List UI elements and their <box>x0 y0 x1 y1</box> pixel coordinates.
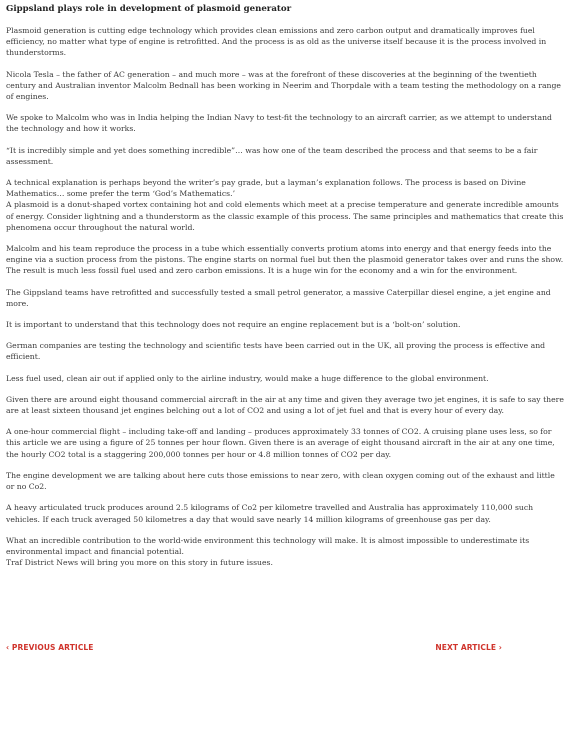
paragraph-text: Given there are around eight thousand commercial aircraft in the air at any time and given they average two jet engines, it is safe to say there are at least sixteen thousand jet engines belching out a lot of CO2 and using a lot of jet fuel and that is every hour of every day. <box>6 394 564 416</box>
article-paragraph <box>6 177 565 233</box>
article-paragraph <box>6 502 565 524</box>
article-paragraph <box>6 319 565 330</box>
article-pager <box>6 643 502 655</box>
paragraph-text: A one-hour commercial flight – including take-off and landing – produces approximately 33 tonnes of CO2. A cruising plane uses less, so for this article we are using a figure of 25 tonnes per hour flown. Given there is an average of eight thousand aircraft in the air at any one time, the hourly CO2 total is a staggering 200,000 tonnes per hour or 4.8 million tonnes of CO2 per day. <box>6 427 555 459</box>
next-article-link[interactable]: NEXT ARTICLE › <box>435 643 502 652</box>
paragraph-text: A plasmoid is a donut-shaped vortex containing hot and cold elements which meet at a precise temperature and generate incredible amounts of energy. Consider lightning and a thunderstorm as the classic example of this process. The same principles and mathematics that create this phenomena occur throughout the natural world. <box>6 200 564 232</box>
paragraph-text: “It is incredibly simple and yet does something incredible”… was how one of the team described the process and that seems to be a fair assessment. <box>6 145 538 166</box>
paragraph-text: It is important to understand that this technology does not require an engine replacement but is a ‘bolt-on’ solution. <box>6 320 461 330</box>
article-paragraph <box>6 373 565 384</box>
article-paragraph <box>6 25 565 59</box>
paragraph-text: What an incredible contribution to the world-wide environment this technology will make. It is almost impossible to underestimate its environmental impact and financial potential. <box>6 535 530 556</box>
paragraph-text: A heavy articulated truck produces around 2.5 kilograms of Co2 per kilometre travelled and Australia has approximately 110,000 such vehicles. If each truck averaged 50 kilometres a day that would save nearly 14 million kilograms of greenhouse gas per day. <box>6 503 534 524</box>
paragraph-text: We spoke to Malcolm who was in India helping the Indian Navy to test-fit the technology to an aircraft carrier, as we attempt to understand the technology and how it works. <box>6 113 552 134</box>
paragraph-text: German companies are testing the technology and scientific tests have been carried out in the UK, all proving the process is effective and efficient. <box>6 341 546 362</box>
article-paragraph <box>6 426 565 460</box>
paragraph-text: Nicola Tesla – the father of AC generation – and much more – was at the forefront of these discoveries at the beginning of the twentieth century and Australian inventor Malcolm Bednall has been working in Neerim and Thorpdale with a team testing the methodology on a range of engines. <box>6 69 561 102</box>
article-paragraph <box>6 394 565 416</box>
paragraph-text: Less fuel used, clean air out if applied only to the airline industry, would make a huge difference to the global environment. <box>6 373 489 383</box>
paragraph-text: A technical explanation is perhaps beyond the writer’s pay grade, but a layman’s explanation follows. The process is based on Divine Mathematics… some prefer the term ‘God’s Mathematics.’ <box>6 178 526 199</box>
article-paragraph <box>6 145 565 167</box>
article-paragraph <box>6 243 565 277</box>
article-paragraph <box>6 340 565 362</box>
paragraph-text: The engine development we are talking about here cuts those emissions to near zero, with clean oxygen coming out of the exhaust and little or no Co2. <box>6 470 555 492</box>
article-paragraph <box>6 470 565 492</box>
article-paragraph <box>6 112 565 134</box>
article-paragraph <box>6 287 565 309</box>
article-body <box>6 25 565 568</box>
article-paragraph <box>6 535 565 569</box>
paragraph-text: Plasmoid generation is cutting edge technology which provides clean emissions and zero carbon output and dramatically improves fuel efficiency, no matter what type of engine is retrofitted. And the process is as old as the universe itself because it is the process involved in thunderstorms. <box>6 26 547 58</box>
article-paragraph <box>6 69 565 103</box>
article-headline: Gippsland plays role in development of plasmoid generator <box>6 4 292 14</box>
paragraph-text: The Gippsland teams have retrofitted and successfully tested a small petrol generator, a massive Caterpillar diesel engine, a jet engine and more. <box>6 287 551 308</box>
paragraph-text: Traf District News will bring you more on this story in future issues. <box>6 558 273 568</box>
previous-article-link[interactable]: ‹ PREVIOUS ARTICLE <box>6 643 94 652</box>
paragraph-text: Malcolm and his team reproduce the process in a tube which essentially converts protium atoms into energy and that energy feeds into the engine via a suction process from the pistons. The engine starts on normal fuel but then the plasmoid generator takes over and runs the show. The result is much less fossil fuel used and zero carbon emissions. It is a huge win for the economy and a win for the environment. <box>6 244 564 276</box>
